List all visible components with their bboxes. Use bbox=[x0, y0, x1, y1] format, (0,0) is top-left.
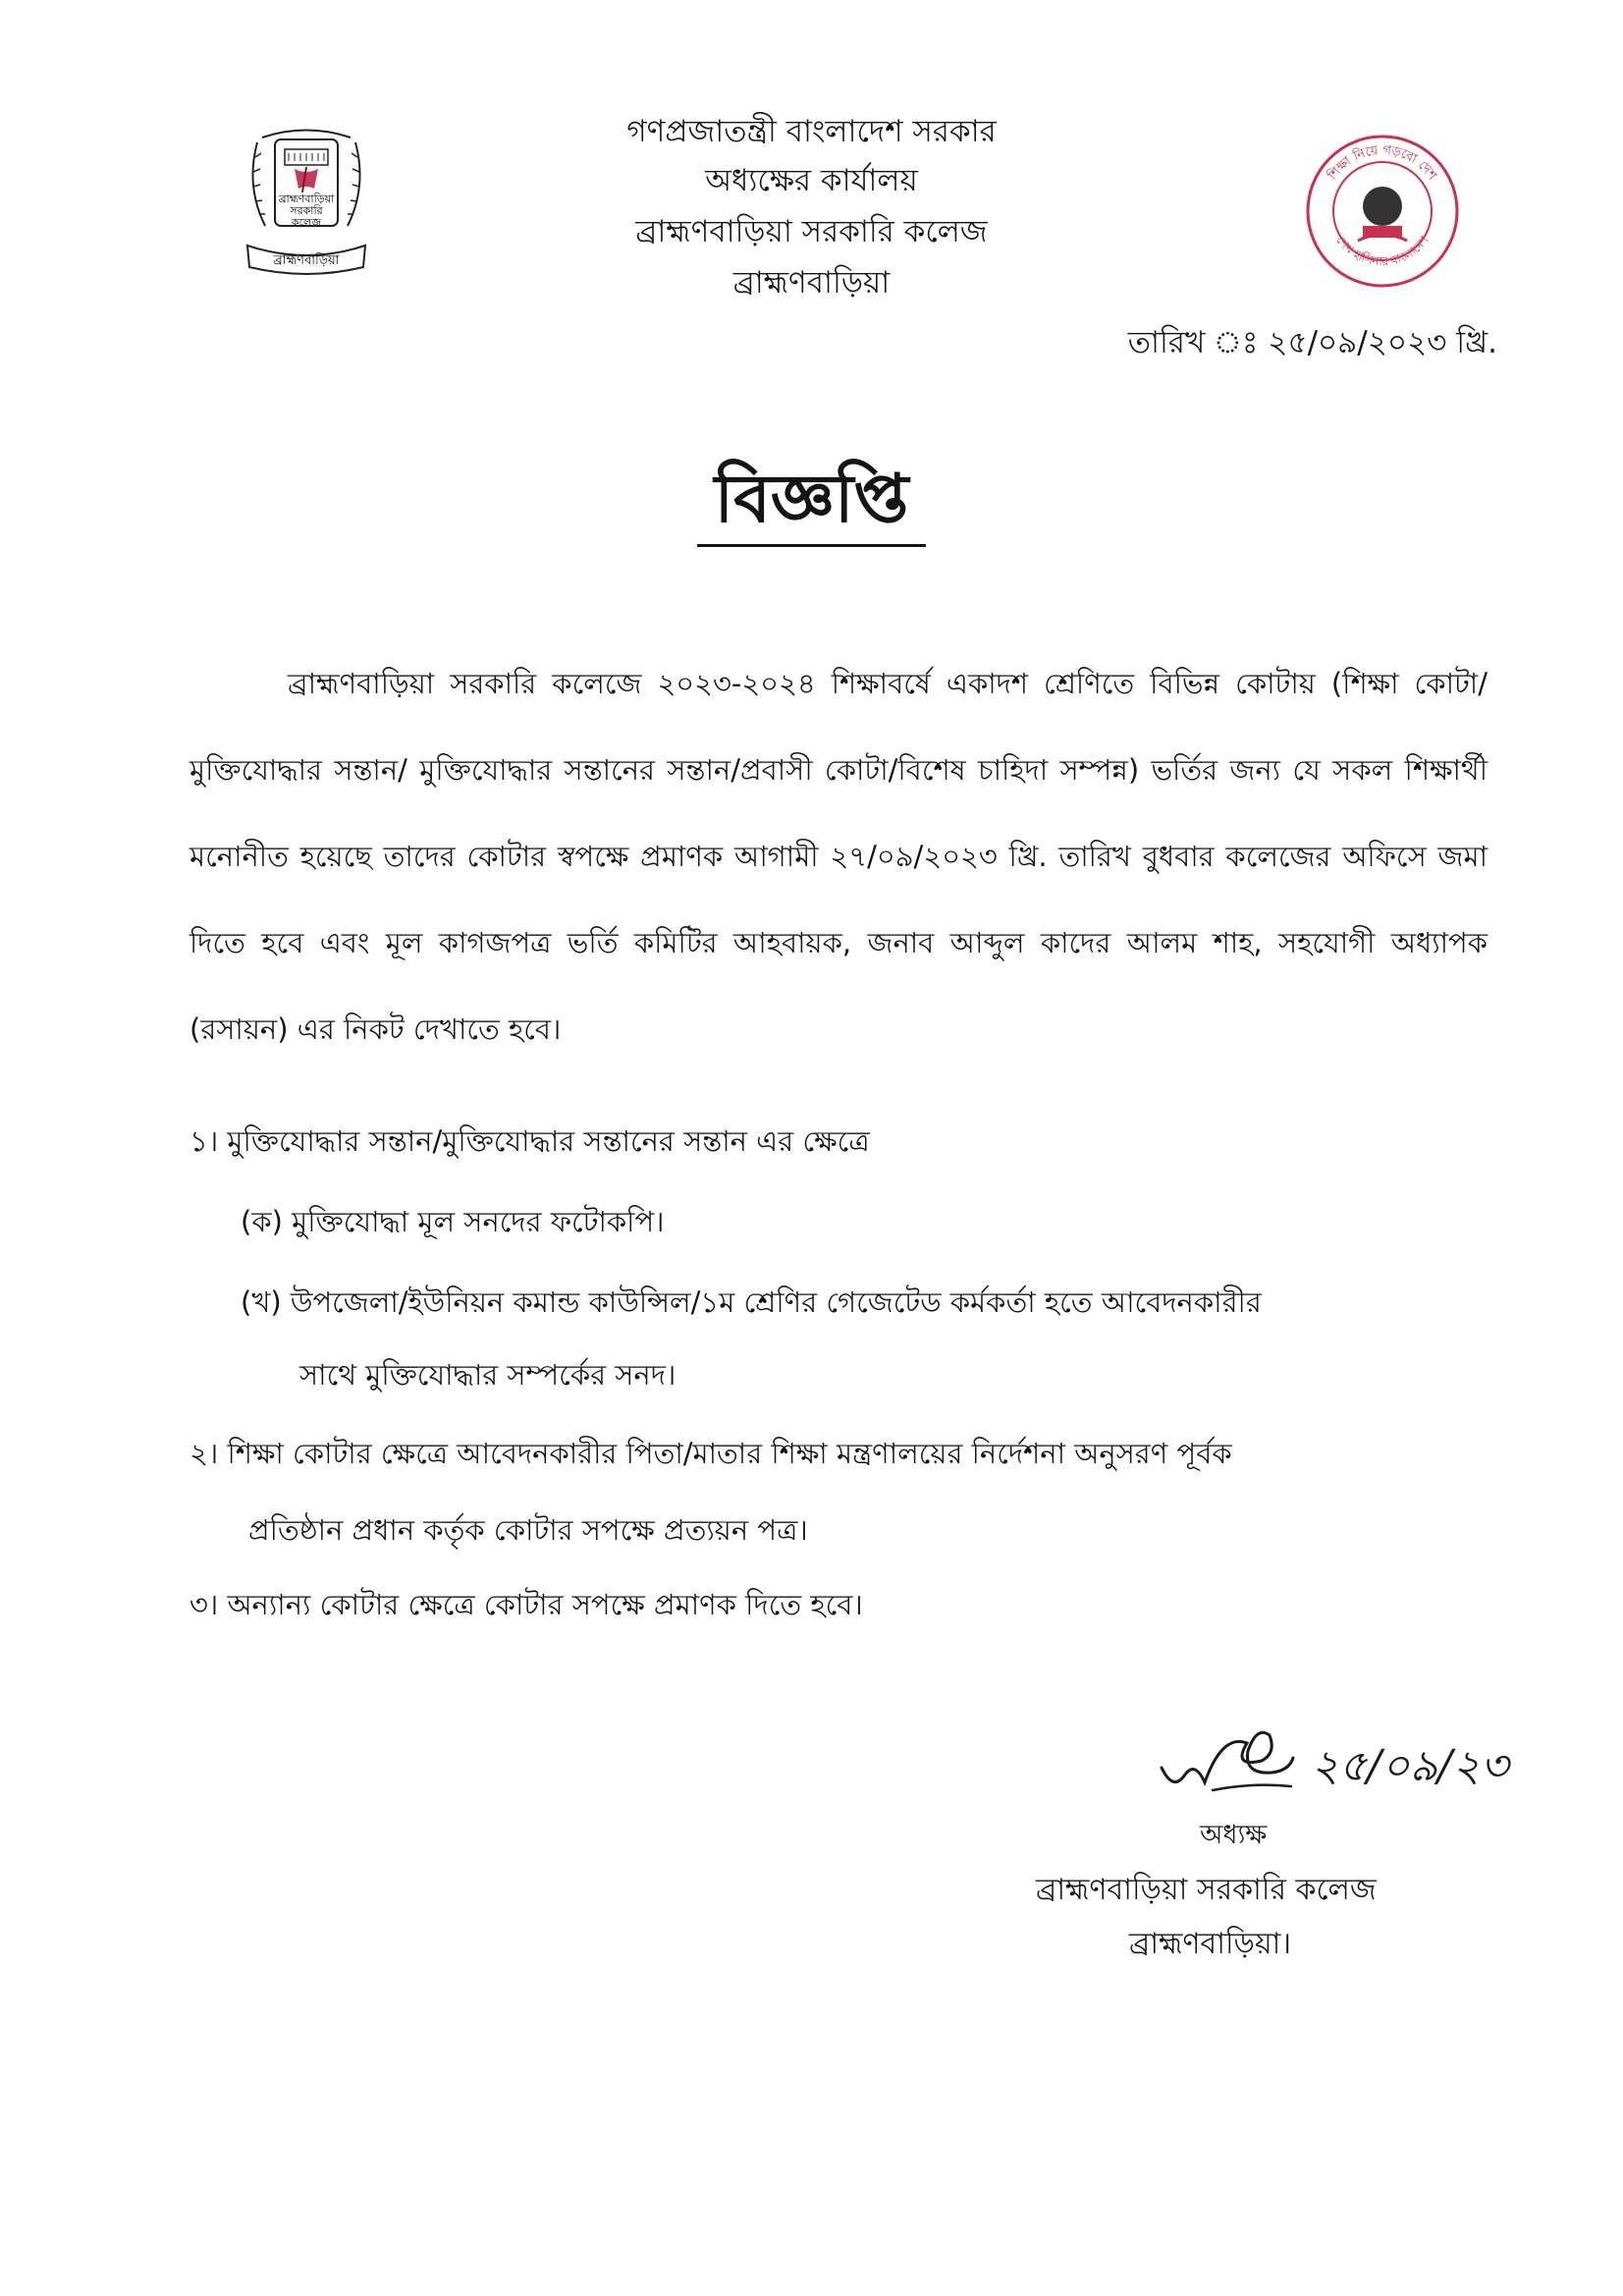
list-item-1b-line1: (খ) উপজেলা/ইউনিয়ন কমান্ড কাউন্সিল/১ম শ্রেণির গেজেটেড কর্মকর্তা হতে আবেদনকারীর bbox=[241, 1285, 1262, 1319]
seal-text-1: ব্রাহ্মণবাড়িয়া bbox=[278, 192, 335, 205]
emblem-bottom-text: শেখ হাসিনার বাংলাদেশ bbox=[1333, 233, 1432, 269]
signatory-designation: অধ্যক্ষ bbox=[1200, 1820, 1268, 1850]
list-item-2-line2: প্রতিষ্ঠান প্রধান কর্তৃক কোটার সপক্ষে প্রত্যয়ন পত্র। bbox=[248, 1513, 808, 1547]
header-government: গণপ্রজাতন্ত্রী বাংলাদেশ সরকার bbox=[626, 114, 997, 149]
header-office: অধ্যক্ষের কার্যালয় bbox=[705, 163, 918, 198]
list-item-2-line1: ২। শিক্ষা কোটার ক্ষেত্রে আবেদনকারীর পিতা/মাতার শিক্ষা মন্ত্রণালয়ের নির্দেশনা অনুসরণ পূর্বক bbox=[189, 1437, 1232, 1470]
header-college: ব্রাহ্মণবাড়িয়া সরকারি কলেজ bbox=[635, 214, 988, 249]
seal-text-3: কলেজ bbox=[291, 216, 322, 229]
list-item-1a: (ক) মুক্তিযোদ্ধা মূল সনদের ফটোকপি। bbox=[241, 1205, 665, 1238]
handwritten-date: ২৫/০৯/২৩ bbox=[1311, 1741, 1509, 1791]
signatory-place: ব্রাহ্মণবাড়িয়া। bbox=[1129, 1927, 1292, 1961]
notice-date: তারিখ ঃ ২৫/০৯/২০২৩ খ্রি. bbox=[1127, 325, 1497, 360]
notice-title bbox=[0, 447, 1623, 559]
header-place: ব্রাহ্মণবাড়িয়া bbox=[732, 265, 891, 301]
seal-ribbon-text: ব্রাহ্মণবাড়িয়া bbox=[273, 253, 340, 268]
emblem-top-text: শিক্ষা নিয়ে গড়বো দেশ bbox=[1325, 142, 1439, 184]
list-item-1b-line2: সাথে মুক্তিযোদ্ধার সম্পর্কের সনদ। bbox=[299, 1358, 676, 1392]
list-item-3: ৩। অন্যান্য কোটার ক্ষেত্রে কোটার সপক্ষে প্রমাণক দিতে হবে। bbox=[189, 1588, 863, 1621]
signatory-institution: ব্রাহ্মণবাড়িয়া সরকারি কলেজ bbox=[1036, 1873, 1377, 1907]
seal-text-2: সরকারি bbox=[290, 204, 323, 217]
notice-title-text: বিজ্ঞপ্তি bbox=[697, 461, 927, 547]
list-item-1: ১। মুক্তিযোদ্ধার সন্তান/মুক্তিযোদ্ধার সন্তানের সন্তান এর ক্ষেত্রে bbox=[189, 1124, 870, 1158]
notice-body bbox=[189, 640, 1488, 1072]
handwritten-signature bbox=[1154, 1714, 1527, 1822]
notice-body-text: ব্রাহ্মণবাড়িয়া সরকারি কলেজে ২০২৩-২০২৪ শিক্ষাবর্ষে একাদশ শ্রেণিতে বিভিন্ন কোটায় (শিক্ষা কোটা/মুক্তিযোদ্ধার সন্তান/ মুক্তিযোদ্ধার সন্তানের সন্তান/প্রবাসী কোটা/বিশেষ চাহিদা সম্পন্ন) ভর্তির জন্য যে সকল শিক্ষার্থী মনোনীত হয়েছে তাদের কোটার স্বপক্ষে প্রমাণক আগামী ২৭/০৯/২০২৩ খ্রি. তারিখ বুধবার কলেজের অফিসে জমা দিতে হবে এবং মূল কাগজপত্র ভর্তি কমিটির আহবায়ক, জনাব আব্দুল কাদের আলম শাহ, সহযোগী অধ্যাপক (রসায়ন) এর নিকট দেখাতে হবে। bbox=[189, 667, 1488, 1046]
